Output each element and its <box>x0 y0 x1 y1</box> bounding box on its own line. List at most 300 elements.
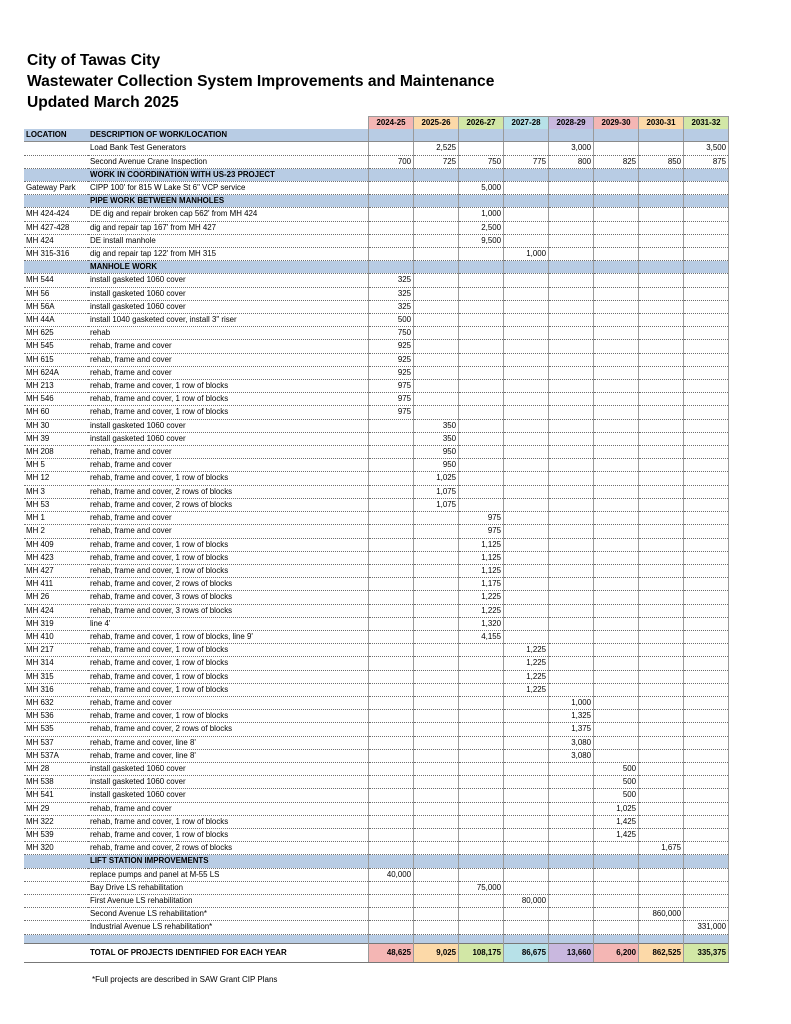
cost-cell <box>594 287 639 300</box>
cost-cell <box>369 736 414 749</box>
location-cell: MH 29 <box>24 802 88 815</box>
cost-cell <box>504 498 549 511</box>
cost-cell <box>459 340 504 353</box>
cost-cell <box>504 393 549 406</box>
cost-cell <box>684 538 729 551</box>
section-title: MANHOLE WORK <box>88 261 369 274</box>
cost-cell <box>639 393 684 406</box>
description-cell: rehab, frame and cover, 1 row of blocks <box>88 683 369 696</box>
cost-cell: 325 <box>369 300 414 313</box>
location-cell: MH 546 <box>24 393 88 406</box>
cost-cell <box>684 723 729 736</box>
cost-cell <box>684 630 729 643</box>
year-cell-blank <box>549 129 594 142</box>
section-location-blank <box>24 261 88 274</box>
year-cell-blank <box>459 168 504 181</box>
cost-cell <box>639 828 684 841</box>
cost-cell <box>504 287 549 300</box>
cost-cell <box>369 485 414 498</box>
year-cell-blank <box>414 129 459 142</box>
cost-cell <box>369 749 414 762</box>
cost-cell <box>459 432 504 445</box>
cost-cell <box>459 459 504 472</box>
description-cell: install gasketed 1060 cover <box>88 274 369 287</box>
cost-cell <box>504 406 549 419</box>
cost-cell <box>594 485 639 498</box>
cost-cell <box>414 921 459 934</box>
cost-cell <box>594 274 639 287</box>
cost-cell <box>684 881 729 894</box>
cost-cell: 331,000 <box>684 921 729 934</box>
cost-cell <box>639 710 684 723</box>
cost-cell <box>369 802 414 815</box>
cost-cell <box>459 419 504 432</box>
spacer-cell <box>594 934 639 943</box>
description-cell: rehab, frame and cover <box>88 512 369 525</box>
cost-cell: 1,075 <box>414 498 459 511</box>
cost-cell <box>459 842 504 855</box>
year-cell-blank <box>504 855 549 868</box>
location-cell: MH 427 <box>24 564 88 577</box>
cost-cell <box>414 393 459 406</box>
section-header-row <box>24 195 729 208</box>
cost-cell <box>684 908 729 921</box>
cost-cell <box>684 406 729 419</box>
year-cell-blank <box>594 855 639 868</box>
cost-cell <box>549 868 594 881</box>
total-label: TOTAL OF PROJECTS IDENTIFIED FOR EACH YEAR <box>88 943 369 962</box>
cost-cell <box>684 670 729 683</box>
cost-cell <box>504 142 549 155</box>
cost-cell: 1,025 <box>414 472 459 485</box>
location-cell: MH 424-424 <box>24 208 88 221</box>
cost-cell: 1,175 <box>459 578 504 591</box>
year-header: 2027-28 <box>504 117 549 130</box>
cost-cell <box>639 776 684 789</box>
cost-cell <box>549 234 594 247</box>
location-cell: MH 315-316 <box>24 248 88 261</box>
total-row <box>24 943 729 962</box>
cost-cell <box>684 564 729 577</box>
cost-cell <box>414 234 459 247</box>
cost-cell <box>594 208 639 221</box>
year-cell-blank <box>504 129 549 142</box>
cost-cell <box>639 472 684 485</box>
cost-cell <box>459 749 504 762</box>
cost-cell <box>504 208 549 221</box>
table-row <box>24 723 729 736</box>
table-row <box>24 776 729 789</box>
table-row <box>24 564 729 577</box>
cost-cell <box>549 762 594 775</box>
cost-cell <box>504 380 549 393</box>
cost-cell <box>414 644 459 657</box>
cost-cell <box>459 498 504 511</box>
cost-cell: 2,525 <box>414 142 459 155</box>
cost-cell <box>504 828 549 841</box>
cost-cell <box>639 630 684 643</box>
cost-cell <box>594 353 639 366</box>
description-cell: install gasketed 1060 cover <box>88 300 369 313</box>
description-cell: Second Avenue LS rehabilitation* <box>88 908 369 921</box>
cost-cell <box>414 657 459 670</box>
table-row <box>24 828 729 841</box>
cost-cell <box>684 644 729 657</box>
location-cell: MH 316 <box>24 683 88 696</box>
cost-cell: 725 <box>414 155 459 168</box>
location-cell: MH 320 <box>24 842 88 855</box>
location-cell: MH 410 <box>24 630 88 643</box>
cost-cell <box>594 234 639 247</box>
description-cell: rehab, frame and cover, 1 row of blocks <box>88 710 369 723</box>
cost-cell <box>369 644 414 657</box>
total-cell: 862,525 <box>639 943 684 962</box>
cost-cell <box>459 142 504 155</box>
cost-cell: 75,000 <box>459 881 504 894</box>
table-row <box>24 696 729 709</box>
cost-cell <box>549 182 594 195</box>
description-cell: rehab, frame and cover, 2 rows of blocks <box>88 842 369 855</box>
cost-cell <box>549 472 594 485</box>
cost-cell <box>414 762 459 775</box>
description-cell: rehab, frame and cover, 1 row of blocks <box>88 564 369 577</box>
cost-cell <box>459 908 504 921</box>
cost-cell: 775 <box>504 155 549 168</box>
cost-cell <box>459 366 504 379</box>
cost-cell <box>414 538 459 551</box>
location-cell: MH 3 <box>24 485 88 498</box>
description-cell: rehab, frame and cover, 3 rows of blocks <box>88 604 369 617</box>
location-cell: MH 632 <box>24 696 88 709</box>
table-row <box>24 406 729 419</box>
cost-cell <box>369 578 414 591</box>
cost-cell <box>594 894 639 907</box>
cost-cell: 2,500 <box>459 221 504 234</box>
total-cell: 6,200 <box>594 943 639 962</box>
year-cell-blank <box>549 168 594 181</box>
description-cell: rehab <box>88 327 369 340</box>
location-cell: MH 544 <box>24 274 88 287</box>
cost-cell <box>639 683 684 696</box>
year-header-row <box>24 117 729 130</box>
cost-cell <box>414 406 459 419</box>
cost-cell <box>504 327 549 340</box>
footnote: *Full projects are described in SAW Grant CIP Plans <box>92 975 278 984</box>
cost-cell <box>369 432 414 445</box>
year-cell-blank <box>684 168 729 181</box>
cost-cell <box>504 908 549 921</box>
cost-cell <box>639 353 684 366</box>
table-row <box>24 657 729 670</box>
cost-cell <box>459 828 504 841</box>
title-updated: Updated March 2025 <box>27 94 179 111</box>
table-row <box>24 446 729 459</box>
cost-cell <box>459 683 504 696</box>
cost-cell <box>639 446 684 459</box>
cost-cell <box>594 868 639 881</box>
cost-cell <box>549 446 594 459</box>
cost-cell: 1,000 <box>459 208 504 221</box>
cost-cell <box>504 591 549 604</box>
spacer-cell <box>459 934 504 943</box>
location-cell: MH 60 <box>24 406 88 419</box>
cost-cell <box>504 419 549 432</box>
description-cell: install gasketed 1060 cover <box>88 419 369 432</box>
cost-cell <box>639 881 684 894</box>
table-row <box>24 221 729 234</box>
cost-cell <box>369 472 414 485</box>
cost-cell <box>549 340 594 353</box>
year-cell-blank <box>639 195 684 208</box>
location-cell: Gateway Park <box>24 182 88 195</box>
cost-cell <box>369 683 414 696</box>
cost-cell <box>369 208 414 221</box>
cost-cell <box>549 248 594 261</box>
location-cell: MH 541 <box>24 789 88 802</box>
cost-cell <box>639 749 684 762</box>
cost-cell <box>639 921 684 934</box>
cost-cell: 500 <box>594 789 639 802</box>
year-cell-blank <box>414 855 459 868</box>
cost-cell <box>684 353 729 366</box>
cost-cell <box>504 802 549 815</box>
cost-cell: 750 <box>459 155 504 168</box>
cost-cell <box>684 459 729 472</box>
cost-cell <box>459 723 504 736</box>
cost-cell: 750 <box>369 327 414 340</box>
table-row <box>24 248 729 261</box>
cost-cell <box>504 300 549 313</box>
cost-cell <box>549 630 594 643</box>
table-row <box>24 789 729 802</box>
cost-cell <box>684 340 729 353</box>
year-cell-blank <box>639 261 684 274</box>
cost-cell: 1,325 <box>549 710 594 723</box>
cost-cell <box>504 446 549 459</box>
cost-cell <box>549 776 594 789</box>
cost-cell <box>414 776 459 789</box>
cost-cell <box>504 604 549 617</box>
cost-cell: 975 <box>369 393 414 406</box>
cost-cell <box>684 221 729 234</box>
table-row <box>24 512 729 525</box>
cost-cell <box>639 551 684 564</box>
cost-cell <box>684 749 729 762</box>
cost-cell: 1,225 <box>504 683 549 696</box>
cost-cell <box>684 366 729 379</box>
cost-cell <box>504 551 549 564</box>
location-cell: MH 615 <box>24 353 88 366</box>
spacer-cell <box>504 934 549 943</box>
cost-cell <box>549 894 594 907</box>
cost-cell: 700 <box>369 155 414 168</box>
cost-cell <box>639 459 684 472</box>
cost-cell <box>684 604 729 617</box>
cost-cell <box>684 393 729 406</box>
cost-cell <box>369 776 414 789</box>
cost-cell <box>369 617 414 630</box>
location-cell: MH 53 <box>24 498 88 511</box>
location-cell <box>24 868 88 881</box>
year-cell-blank <box>684 195 729 208</box>
table-row <box>24 380 729 393</box>
cost-cell <box>369 710 414 723</box>
cost-cell: 350 <box>414 419 459 432</box>
cost-cell: 1,000 <box>504 248 549 261</box>
cost-cell <box>549 789 594 802</box>
description-cell: First Avenue LS rehabilitation <box>88 894 369 907</box>
cost-cell <box>414 366 459 379</box>
year-cell-blank <box>684 855 729 868</box>
description-cell: rehab, frame and cover, 1 row of blocks <box>88 670 369 683</box>
cost-cell <box>459 353 504 366</box>
year-cell-blank <box>369 129 414 142</box>
cost-cell <box>549 815 594 828</box>
description-cell: rehab, frame and cover, 3 rows of blocks <box>88 591 369 604</box>
location-cell: MH 30 <box>24 419 88 432</box>
cost-cell <box>639 287 684 300</box>
cost-cell: 1,125 <box>459 551 504 564</box>
description-cell: rehab, frame and cover, 1 row of blocks <box>88 406 369 419</box>
cost-cell <box>684 182 729 195</box>
cost-cell <box>369 248 414 261</box>
location-header: LOCATION <box>24 129 88 142</box>
year-cell-blank <box>369 261 414 274</box>
table-row <box>24 432 729 445</box>
cost-cell <box>684 380 729 393</box>
year-cell-blank <box>369 195 414 208</box>
cost-cell <box>414 274 459 287</box>
cost-cell <box>684 789 729 802</box>
cost-cell <box>684 472 729 485</box>
description-cell: rehab, frame and cover, 1 row of blocks <box>88 657 369 670</box>
cost-cell <box>549 498 594 511</box>
description-cell: rehab, frame and cover, 1 row of blocks <box>88 828 369 841</box>
cost-cell <box>549 353 594 366</box>
location-cell: MH 217 <box>24 644 88 657</box>
cost-cell <box>414 723 459 736</box>
location-cell: MH 56 <box>24 287 88 300</box>
cost-cell <box>639 248 684 261</box>
location-cell: MH 213 <box>24 380 88 393</box>
cost-cell <box>414 208 459 221</box>
cost-cell: 975 <box>369 380 414 393</box>
cost-cell <box>414 710 459 723</box>
cost-cell <box>639 644 684 657</box>
cost-cell <box>369 762 414 775</box>
cost-cell <box>594 314 639 327</box>
cost-cell <box>459 485 504 498</box>
year-cell-blank <box>504 261 549 274</box>
cost-cell <box>639 432 684 445</box>
cost-cell <box>594 525 639 538</box>
table-row <box>24 182 729 195</box>
location-cell: MH 319 <box>24 617 88 630</box>
cost-cell <box>369 908 414 921</box>
cost-cell <box>639 802 684 815</box>
cost-cell <box>549 564 594 577</box>
cost-cell <box>549 314 594 327</box>
table-row <box>24 538 729 551</box>
total-location-blank <box>24 943 88 962</box>
year-cell-blank <box>459 129 504 142</box>
cost-cell <box>639 617 684 630</box>
cost-cell <box>459 644 504 657</box>
cost-cell <box>639 657 684 670</box>
section-header-row <box>24 168 729 181</box>
year-cell-blank <box>549 261 594 274</box>
cost-cell <box>414 749 459 762</box>
cost-cell: 80,000 <box>504 894 549 907</box>
cost-cell: 925 <box>369 353 414 366</box>
cost-cell <box>369 696 414 709</box>
cost-cell <box>639 182 684 195</box>
cost-cell <box>504 353 549 366</box>
cost-cell: 950 <box>414 446 459 459</box>
cost-cell <box>459 921 504 934</box>
cost-cell <box>639 789 684 802</box>
cost-cell <box>684 710 729 723</box>
cost-cell <box>549 208 594 221</box>
cost-cell <box>369 670 414 683</box>
location-cell <box>24 155 88 168</box>
description-cell: install 1040 gasketed cover, install 3" riser <box>88 314 369 327</box>
cost-cell <box>414 327 459 340</box>
cost-cell <box>414 300 459 313</box>
cost-cell: 1,000 <box>549 696 594 709</box>
location-cell: MH 537A <box>24 749 88 762</box>
cost-cell <box>369 881 414 894</box>
cost-cell <box>459 327 504 340</box>
cost-cell <box>594 142 639 155</box>
table-row <box>24 644 729 657</box>
description-cell: Second Avenue Crane Inspection <box>88 155 369 168</box>
cost-cell <box>549 406 594 419</box>
description-cell: rehab, frame and cover, 1 row of blocks <box>88 538 369 551</box>
cost-cell <box>684 696 729 709</box>
cost-cell <box>549 419 594 432</box>
cost-cell <box>504 881 549 894</box>
cost-cell <box>639 815 684 828</box>
location-cell <box>24 894 88 907</box>
cost-cell <box>504 340 549 353</box>
cost-cell <box>369 564 414 577</box>
table-row <box>24 327 729 340</box>
description-cell: Load Bank Test Generators <box>88 142 369 155</box>
cost-cell <box>639 366 684 379</box>
table-row <box>24 459 729 472</box>
cost-cell <box>594 657 639 670</box>
cost-cell: 925 <box>369 340 414 353</box>
cost-cell <box>684 828 729 841</box>
location-cell: MH 424 <box>24 234 88 247</box>
description-cell: replace pumps and panel at M-55 LS <box>88 868 369 881</box>
cost-cell <box>414 842 459 855</box>
cost-cell <box>594 696 639 709</box>
cost-cell <box>504 366 549 379</box>
year-cell-blank <box>594 129 639 142</box>
description-cell: rehab, frame and cover, 1 row of blocks, line 9' <box>88 630 369 643</box>
location-cell: MH 545 <box>24 340 88 353</box>
cost-cell: 325 <box>369 274 414 287</box>
year-cell-blank <box>639 855 684 868</box>
description-cell: rehab, frame and cover, 1 row of blocks <box>88 815 369 828</box>
cost-cell <box>549 881 594 894</box>
cost-cell <box>459 710 504 723</box>
cost-cell <box>504 221 549 234</box>
cost-cell <box>594 591 639 604</box>
cost-cell <box>639 591 684 604</box>
